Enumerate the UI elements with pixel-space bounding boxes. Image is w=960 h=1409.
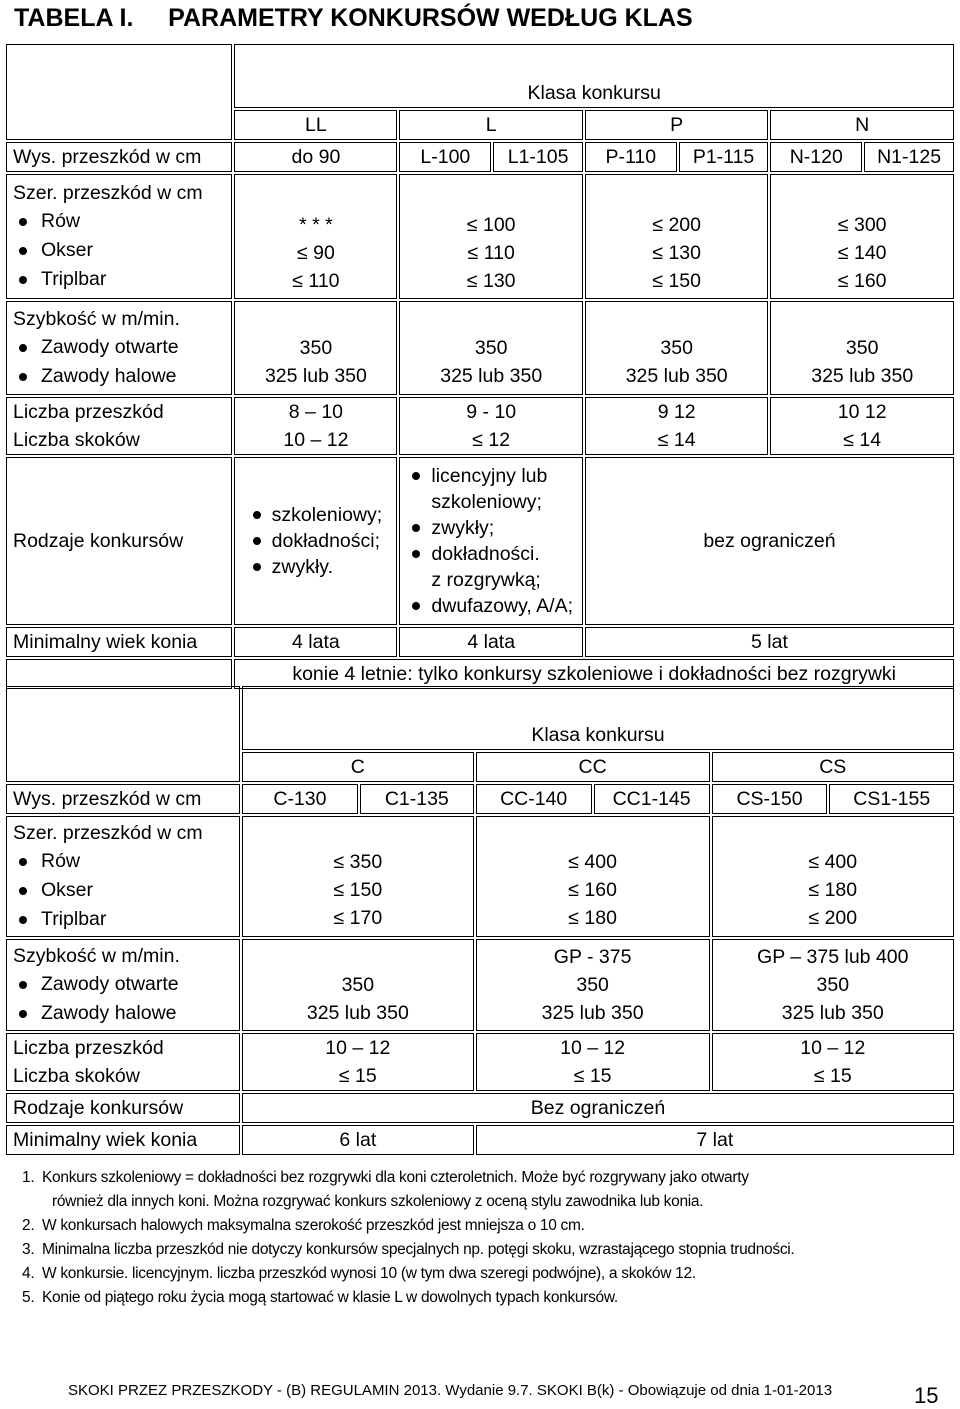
speed-cs bbox=[712, 939, 954, 1031]
footnote-number: 3. bbox=[22, 1241, 35, 1258]
width-value: ≤ 350 bbox=[249, 848, 467, 876]
width-item: Okser bbox=[13, 876, 233, 905]
footnote-number: 1. bbox=[22, 1169, 35, 1186]
jumps-count-label: Liczba skoków bbox=[13, 1065, 140, 1087]
width-item: Rów bbox=[13, 207, 225, 236]
group-cs: CS bbox=[712, 752, 954, 782]
footnotes bbox=[22, 1166, 942, 1310]
obstacles-count-label: Liczba przeszkód bbox=[13, 1037, 164, 1059]
width-label-cell bbox=[6, 174, 232, 299]
height-label: Wys. przeszkód w cm bbox=[6, 142, 232, 172]
footnote-text: W konkursie. licencyjnym. liczba przeszkód wynosi 10 (w tym dwa szeregi podwójne), a skoków 12. bbox=[42, 1265, 696, 1282]
speed-value: 325 lub 350 bbox=[625, 365, 728, 387]
speed-value: 325 lub 350 bbox=[781, 1002, 884, 1024]
speed-value: 350 bbox=[845, 337, 879, 359]
height-cell: L1-105 bbox=[493, 142, 583, 172]
footnote bbox=[22, 1238, 942, 1262]
speed-value bbox=[249, 943, 467, 971]
width-value: ≤ 110 bbox=[241, 267, 390, 295]
page-number: 15 bbox=[914, 1383, 939, 1408]
height-cell: CS1-155 bbox=[829, 784, 954, 814]
width-value: ≤ 400 bbox=[719, 848, 947, 876]
min-age-pn: 5 lat bbox=[585, 627, 954, 657]
width-ll bbox=[234, 174, 397, 299]
group-ll: LL bbox=[234, 110, 397, 140]
footnote-text: również dla innych koni. Można rozgrywać konkurs szkoleniowy z oceną stylu zawodnika lub konia. bbox=[52, 1193, 704, 1210]
type-item: dokładności. bbox=[409, 541, 573, 567]
min-age-c: 6 lat bbox=[242, 1125, 474, 1155]
count-value: ≤ 15 bbox=[249, 1062, 467, 1090]
speed-value: 325 lub 350 bbox=[264, 365, 367, 387]
count-n bbox=[770, 397, 954, 455]
width-value: ≤ 130 bbox=[406, 267, 575, 295]
speed-label-cell bbox=[6, 301, 232, 395]
width-value: ≤ 100 bbox=[406, 211, 575, 239]
type-item: dwufazowy, A/A; bbox=[409, 593, 573, 619]
min-age-ll: 4 lata bbox=[234, 627, 397, 657]
height-cell: CC-140 bbox=[476, 784, 592, 814]
speed-label: Szybkość w m/min. bbox=[13, 308, 180, 330]
speed-p bbox=[585, 301, 768, 395]
speed-value: 325 lub 350 bbox=[440, 365, 543, 387]
speed-l bbox=[399, 301, 582, 395]
type-item: licencyjny lub bbox=[409, 463, 573, 489]
width-label-cell bbox=[6, 816, 240, 937]
count-value: ≤ 15 bbox=[719, 1062, 947, 1090]
count-value: 10 – 12 bbox=[325, 1037, 391, 1059]
count-value: ≤ 12 bbox=[406, 426, 575, 454]
width-value: ≤ 200 bbox=[719, 904, 947, 932]
types-pn: bez ograniczeń bbox=[585, 457, 954, 625]
width-p bbox=[585, 174, 768, 299]
types-l bbox=[399, 457, 582, 625]
width-label: Szer. przeszkód w cm bbox=[13, 822, 203, 844]
type-item: szkoleniowy; bbox=[250, 502, 383, 528]
speed-value: 325 lub 350 bbox=[306, 1002, 409, 1024]
speed-value: GP – 375 lub 400 bbox=[757, 946, 909, 968]
width-value: ≤ 160 bbox=[777, 267, 947, 295]
footnote bbox=[22, 1214, 942, 1238]
class-header: Klasa konkursu bbox=[234, 44, 954, 108]
count-value: ≤ 14 bbox=[777, 426, 947, 454]
count-value: 9 12 bbox=[657, 401, 696, 423]
count-label-cell bbox=[6, 1033, 240, 1091]
width-value: ≤ 150 bbox=[592, 267, 761, 295]
speed-value: 350 bbox=[299, 337, 333, 359]
height-cell: P-110 bbox=[585, 142, 677, 172]
count-value: ≤ 14 bbox=[592, 426, 761, 454]
count-value: ≤ 15 bbox=[483, 1062, 703, 1090]
count-ll bbox=[234, 397, 397, 455]
speed-label: Szybkość w m/min. bbox=[13, 945, 180, 967]
speed-item: Zawody halowe bbox=[13, 362, 225, 391]
jumps-count-label: Liczba skoków bbox=[13, 429, 140, 451]
height-cell: C1-135 bbox=[360, 784, 474, 814]
width-cc bbox=[476, 816, 710, 937]
group-p: P bbox=[585, 110, 768, 140]
height-label: Wys. przeszkód w cm bbox=[6, 784, 240, 814]
empty-corner bbox=[6, 44, 232, 140]
height-cell: CS-150 bbox=[712, 784, 828, 814]
height-cell: N-120 bbox=[770, 142, 862, 172]
count-value: 10 – 12 bbox=[560, 1037, 626, 1059]
width-l bbox=[399, 174, 582, 299]
footnote bbox=[22, 1166, 942, 1190]
width-value: ≤ 180 bbox=[483, 904, 703, 932]
width-item: Rów bbox=[13, 847, 233, 876]
group-n: N bbox=[770, 110, 954, 140]
width-cs bbox=[712, 816, 954, 937]
count-cc bbox=[476, 1033, 710, 1091]
footnote-number: 5. bbox=[22, 1289, 35, 1306]
group-cc: CC bbox=[476, 752, 710, 782]
width-item: Triplbar bbox=[13, 905, 233, 934]
type-item: szkoleniowy; bbox=[431, 490, 542, 513]
speed-label-cell bbox=[6, 939, 240, 1031]
footnote-number: 4. bbox=[22, 1265, 35, 1282]
count-value: 10 – 12 bbox=[283, 429, 349, 451]
count-p bbox=[585, 397, 768, 455]
height-cell: CC1-145 bbox=[594, 784, 710, 814]
speed-c bbox=[242, 939, 474, 1031]
width-value: ≤ 200 bbox=[592, 211, 761, 239]
width-value: ≤ 140 bbox=[777, 239, 947, 267]
width-label: Szer. przeszkód w cm bbox=[13, 182, 203, 204]
type-item: dokładności; bbox=[250, 528, 383, 554]
types-all: Bez ograniczeń bbox=[242, 1093, 954, 1123]
width-item: Okser bbox=[13, 236, 225, 265]
obstacles-count-label: Liczba przeszkód bbox=[13, 401, 164, 423]
speed-item: Zawody otwarte bbox=[13, 970, 233, 999]
width-value: * * * bbox=[299, 213, 333, 236]
speed-value: 350 bbox=[341, 974, 375, 996]
footnote-text: Minimalna liczba przeszkód nie dotyczy konkursów specjalnych np. potęgi skoku, wzrastającego stopnia trudności. bbox=[42, 1241, 795, 1258]
type-item: zwykły; bbox=[409, 515, 573, 541]
width-value: ≤ 110 bbox=[406, 239, 575, 267]
speed-value: 325 lub 350 bbox=[541, 1002, 644, 1024]
speed-value: 325 lub 350 bbox=[811, 365, 914, 387]
speed-ll bbox=[234, 301, 397, 395]
width-value: ≤ 130 bbox=[592, 239, 761, 267]
footnote-continuation bbox=[22, 1190, 942, 1214]
width-c bbox=[242, 816, 474, 937]
class-parameters-table-1 bbox=[4, 42, 956, 691]
types-label: Rodzaje konkursów bbox=[6, 1093, 240, 1123]
page-title: TABELA I. PARAMETRY KONKURSÓW WEDŁUG KLAS bbox=[14, 4, 693, 32]
speed-value: 350 bbox=[474, 337, 508, 359]
speed-value: 350 bbox=[576, 974, 609, 996]
height-cell: N1-125 bbox=[864, 142, 954, 172]
speed-value: GP - 375 bbox=[553, 946, 632, 968]
count-l bbox=[399, 397, 582, 455]
class-parameters-table-2 bbox=[4, 684, 956, 1157]
count-value: 9 - 10 bbox=[466, 401, 517, 423]
types-label: Rodzaje konkursów bbox=[6, 457, 232, 625]
count-value: 8 – 10 bbox=[288, 401, 344, 423]
speed-cc bbox=[476, 939, 710, 1031]
min-age-cc-cs: 7 lat bbox=[476, 1125, 954, 1155]
footnote-text: W konkursach halowych maksymalna szerokość przeszkód jest mniejsza o 10 cm. bbox=[42, 1217, 585, 1234]
width-value: ≤ 150 bbox=[249, 876, 467, 904]
height-cell: do 90 bbox=[234, 142, 397, 172]
empty-corner bbox=[6, 686, 240, 782]
width-n bbox=[770, 174, 954, 299]
group-l: L bbox=[399, 110, 582, 140]
group-c: C bbox=[242, 752, 474, 782]
type-item: z rozgrywką; bbox=[431, 568, 541, 591]
speed-item: Zawody halowe bbox=[13, 999, 233, 1028]
count-label-cell bbox=[6, 397, 232, 455]
type-item: zwykły. bbox=[250, 554, 383, 580]
speed-item: Zawody otwarte bbox=[13, 333, 225, 362]
width-value: ≤ 300 bbox=[777, 211, 947, 239]
width-value: ≤ 180 bbox=[719, 876, 947, 904]
speed-n bbox=[770, 301, 954, 395]
count-c bbox=[242, 1033, 474, 1091]
min-age-label: Minimalny wiek konia bbox=[6, 1125, 240, 1155]
height-cell: L-100 bbox=[399, 142, 491, 172]
footnote bbox=[22, 1286, 942, 1310]
footnote-number: 2. bbox=[22, 1217, 35, 1234]
speed-value: 350 bbox=[816, 974, 850, 996]
types-ll bbox=[234, 457, 397, 625]
footnote-text: Konie od piątego roku życia mogą startować w klasie L w dowolnych typach konkursów. bbox=[42, 1289, 618, 1306]
height-cell: P1-115 bbox=[679, 142, 769, 172]
width-item: Triplbar bbox=[13, 265, 225, 294]
class-header: Klasa konkursu bbox=[242, 686, 954, 750]
width-value: ≤ 160 bbox=[483, 876, 703, 904]
count-value: 10 12 bbox=[837, 401, 887, 423]
four-year-old-note: konie 4 letnie: tylko konkursy szkoleniowe i dokładności bez rozgrywki bbox=[234, 659, 954, 689]
footnote bbox=[22, 1262, 942, 1286]
count-cs bbox=[712, 1033, 954, 1091]
min-age-l: 4 lata bbox=[399, 627, 582, 657]
width-value: ≤ 170 bbox=[249, 904, 467, 932]
height-cell: C-130 bbox=[242, 784, 358, 814]
min-age-label: Minimalny wiek konia bbox=[6, 627, 232, 657]
width-value: ≤ 90 bbox=[241, 239, 390, 267]
page-footer: SKOKI PRZEZ PRZESZKODY - (B) REGULAMIN 2013. Wydanie 9.7. SKOKI B(k) - Obowiązuje od dnia 1-01-2013 bbox=[68, 1382, 833, 1399]
width-value: ≤ 400 bbox=[483, 848, 703, 876]
count-value: 10 – 12 bbox=[800, 1037, 866, 1059]
speed-value: 350 bbox=[660, 337, 693, 359]
footnote-text: Konkurs szkoleniowy = dokładności bez rozgrywki dla koni czteroletnich. Może być rozgrywany jako otwarty bbox=[42, 1169, 749, 1186]
